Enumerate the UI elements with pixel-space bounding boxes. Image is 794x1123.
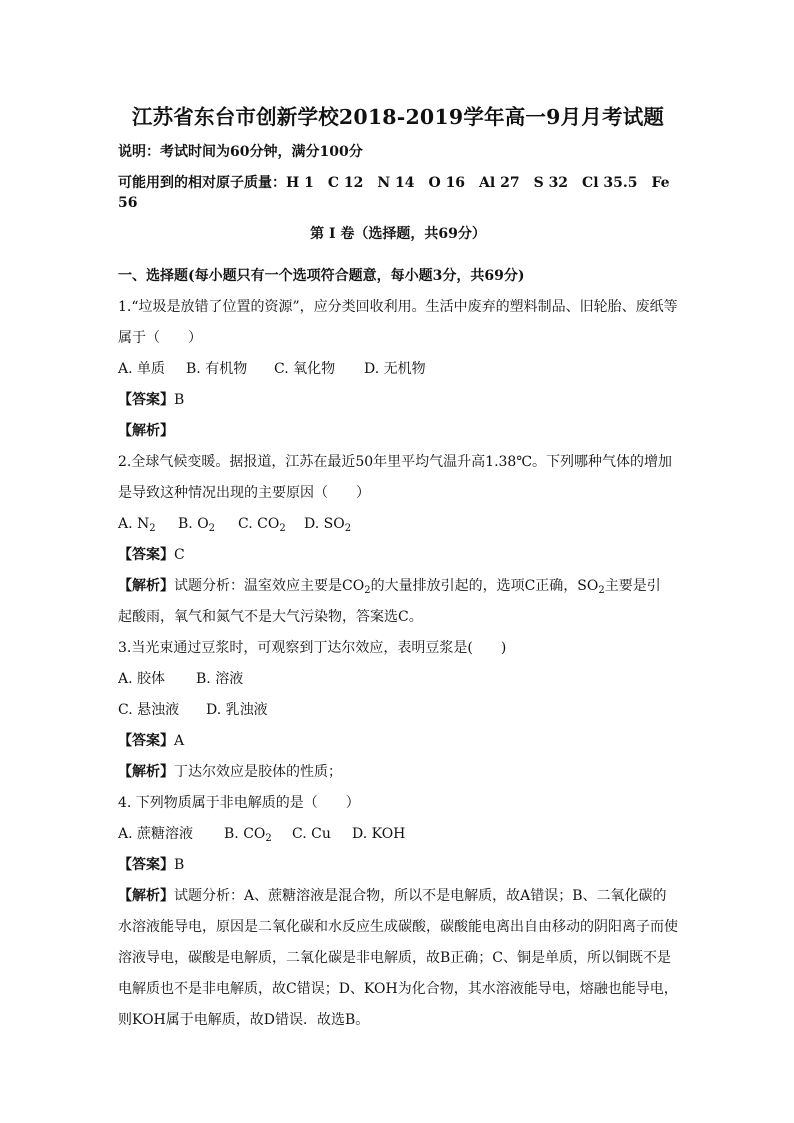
q3-option-b: B. 溶液 [196, 671, 244, 687]
q2-option-c: C. $CO_2$ [238, 516, 286, 534]
q3-option-a: A. 胶体 [118, 671, 166, 687]
q1-analysis: 【解析】 [118, 423, 174, 439]
q2-stem: 2.全球气候变暖。据报道，江苏在最近50年里平均气温升高1.38℃。下列哪种气体的增加 [118, 454, 673, 470]
q4-option-c: C. Cu [292, 826, 331, 842]
q2-stem-cont: 是导致这种情况出现的主要原因（ ） [118, 485, 370, 501]
q1-option-d: D. 无机物 [364, 361, 426, 377]
q4-answer: 【答案】B [118, 857, 185, 873]
question-1 [118, 297, 678, 452]
atomic-mass-line: 可能用到的相对原子质量：H 1 C 12 N 14 O 16 Al 27 S 32 Cl 35.5 Fe 56 [118, 175, 670, 211]
q3-options-row1 [118, 669, 678, 689]
section-title: 一、选择题(每小题只有一个选项符合题意，每小题3分，共69分) [118, 268, 525, 284]
q1-stem-cont: 属于（ ） [118, 330, 202, 346]
q3-analysis: 【解析】丁达尔效应是胶体的性质； [118, 764, 342, 780]
question-4 [118, 793, 678, 1030]
q4-analysis-line-2: 水溶液能导电，原因是二氧化碳和水反应生成碳酸，碳酸能电离出自由移动的阴阳离子而使 [118, 919, 678, 935]
q2-option-d: D. $SO_2$ [304, 516, 352, 534]
q2-analysis-cont: 起酸雨，氧气和氮气不是大气污染物，答案选C。 [118, 609, 423, 625]
q2-analysis: 【解析】试题分析：温室效应主要是$CO_2$的大量排放引起的，选项C正确，$SO_2$主要是引 [118, 578, 661, 596]
q1-option-a: A. 单质 [118, 361, 166, 377]
q4-stem: 4. 下列物质属于非电解质的是（ ） [118, 795, 360, 811]
q4-analysis-line-4: 电解质也不是非电解质，故C错误；D、KOH为化合物，其水溶液能导电，熔融也能导电， [118, 981, 678, 997]
q1-option-c: C. 氧化物 [274, 361, 336, 377]
q3-answer: 【答案】A [118, 733, 185, 749]
exam-page [118, 100, 678, 1030]
q4-analysis-line-5: 则KOH属于电解质，故D错误．故选B。 [118, 1012, 370, 1028]
q2-options [118, 514, 678, 534]
q2-answer: 【答案】C [118, 547, 185, 563]
q3-option-c: C. 悬浊液 [118, 702, 180, 718]
q4-analysis: 【解析】试题分析：A、蔗糖溶液是混合物，所以不是电解质，故A错误；B、二氧化碳的 [118, 888, 667, 904]
q4-options [118, 824, 678, 844]
q3-options-row2 [118, 700, 678, 720]
q1-stem: 1.“垃圾是放错了位置的资源”，应分类回收利用。生活中废弃的塑料制品、旧轮胎、废纸等 [118, 299, 678, 315]
q2-option-a: A. $N_2$ [118, 516, 156, 534]
volume-title: 第 Ⅰ 卷（选择题，共69分） [310, 226, 486, 242]
q4-option-b: B. $CO_2$ [224, 826, 272, 844]
q4-option-a: A. 蔗糖溶液 [118, 826, 194, 842]
q1-option-b: B. 有机物 [186, 361, 248, 377]
q3-option-d: D. 乳浊液 [206, 702, 268, 718]
question-2 [118, 452, 678, 638]
q1-answer: 【答案】B [118, 392, 185, 408]
q4-analysis-line-3: 溶液导电，碳酸是电解质，二氧化碳是非电解质，故B正确；C、铜是单质，所以铜既不是 [118, 950, 671, 966]
q4-option-d: D. KOH [352, 826, 406, 842]
exam-note: 说明：考试时间为60分钟，满分100分 [118, 144, 363, 160]
q3-stem: 3.当光束通过豆浆时，可观察到丁达尔效应，表明豆浆是( ) [118, 640, 507, 656]
page-title: 江苏省东台市创新学校2018-2019学年高一9月月考试题 [131, 105, 665, 129]
q2-option-b: B. $O_2$ [178, 516, 216, 534]
q1-options [118, 359, 678, 379]
question-3 [118, 638, 678, 793]
